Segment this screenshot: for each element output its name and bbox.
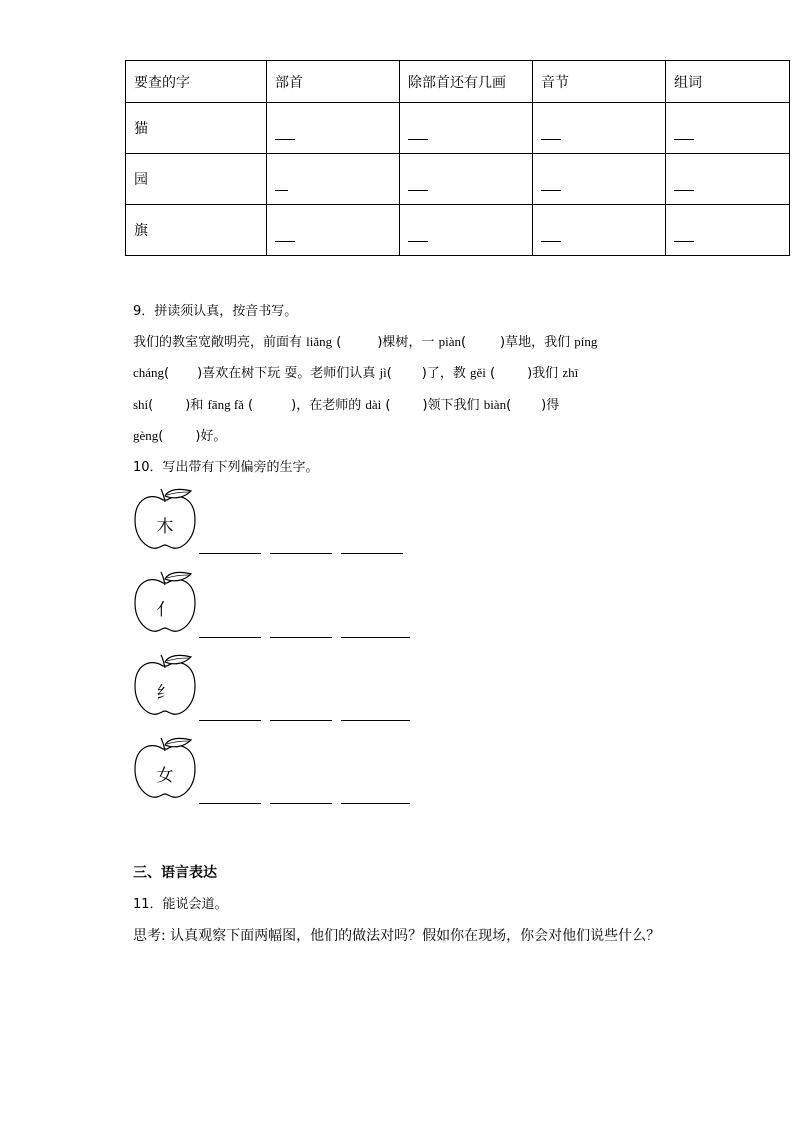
answer-line[interactable] [199, 637, 261, 638]
pinyin: zhī [562, 365, 579, 380]
answer-blank[interactable] [533, 103, 666, 154]
answer-blank[interactable] [267, 154, 400, 205]
table-cell-char: 旗 [126, 205, 267, 256]
q9-text: )了，教 [421, 366, 470, 381]
table-row [126, 103, 790, 154]
q9-text: )喜欢在树下玩 耍。老师们认真 [197, 366, 380, 381]
pinyin: biàn [483, 397, 507, 412]
q11-prompt: 思考: 认真观察下面两幅图，他们的做法对吗？假如你在现场，你会对他们说些什么？ [133, 928, 661, 944]
answer-blank[interactable] [533, 154, 666, 205]
answer-line[interactable] [270, 803, 332, 804]
table-header-cell: 组词 [666, 61, 790, 103]
q9-text: )和 [185, 398, 208, 413]
table-cell-char: 猫 [126, 103, 267, 154]
answer-line[interactable] [341, 637, 410, 638]
blank-line [275, 189, 288, 191]
q9-text: ( [243, 398, 254, 413]
apple-icon [133, 488, 197, 554]
blank-line [674, 189, 694, 191]
apple-icon [133, 654, 197, 720]
table-header-row [126, 61, 790, 103]
table-header-cell: 音节 [533, 61, 666, 103]
pinyin: shí [133, 397, 149, 412]
answer-line[interactable] [199, 803, 261, 804]
q9-text: 我们的教室宽敞明亮，前面有 [133, 335, 307, 350]
pinyin: piàn [438, 334, 461, 349]
q9-text: ( [332, 335, 342, 350]
blank-line [275, 138, 295, 140]
table-cell-char: 园 [126, 154, 267, 205]
blank-line [408, 240, 428, 242]
table-header-cell: 除部首还有几画 [400, 61, 533, 103]
pinyin: cháng [133, 365, 165, 380]
answer-line[interactable] [270, 720, 332, 721]
radical-label: 纟 [156, 683, 174, 703]
answer-blank[interactable] [533, 205, 666, 256]
q9-text: ( [506, 398, 512, 413]
q9-line-3 [133, 394, 559, 413]
q9-text: )领下我们 [422, 398, 484, 413]
q9-text: )得 [541, 398, 560, 413]
radical-label: 女 [156, 766, 174, 786]
q9-text: ( [148, 398, 154, 413]
q9-text: ( [164, 366, 170, 381]
blank-line [541, 189, 561, 191]
q9-text: )我们 [527, 366, 563, 381]
q11-title: 11．能说会道。 [133, 897, 228, 912]
q9-line-2 [133, 362, 578, 381]
section-heading: 三、语言表达 [133, 865, 217, 881]
q10-title: 10．写出带有下列偏旁的生字。 [133, 460, 319, 475]
q9-text: ( [460, 335, 467, 350]
answer-line[interactable] [341, 720, 410, 721]
lookup-table [125, 60, 790, 256]
answer-blank[interactable] [400, 154, 533, 205]
q9-text: )草地，我们 [500, 335, 575, 350]
answer-blank[interactable] [666, 103, 790, 154]
pinyin: gěi [470, 365, 486, 380]
blank-line [674, 240, 694, 242]
table-header-cell: 要查的字 [126, 61, 267, 103]
answer-blank[interactable] [666, 205, 790, 256]
pinyin: liǎng [306, 334, 333, 349]
pinyin: fāng fǎ [207, 397, 244, 412]
q9-text: ( [381, 398, 391, 413]
q9-text: ( [485, 366, 496, 381]
blank-line [541, 138, 561, 140]
blank-line [408, 189, 428, 191]
radical-label: 亻 [156, 600, 174, 620]
radical-label: 木 [156, 517, 174, 537]
blank-line [408, 138, 428, 140]
blank-line [275, 240, 295, 242]
q9-line-1 [133, 331, 597, 350]
answer-line[interactable] [270, 553, 332, 554]
answer-line[interactable] [270, 637, 332, 638]
answer-blank[interactable] [400, 205, 533, 256]
answer-blank[interactable] [267, 205, 400, 256]
q9-text: ( [158, 429, 164, 444]
answer-line[interactable] [199, 720, 261, 721]
table-row [126, 205, 790, 256]
q9-text: )棵树，一 [377, 335, 439, 350]
answer-blank[interactable] [400, 103, 533, 154]
answer-blank[interactable] [666, 154, 790, 205]
apple-icon [133, 571, 197, 637]
answer-line[interactable] [199, 553, 261, 554]
q9-line-4 [133, 425, 226, 444]
blank-line [674, 138, 694, 140]
answer-blank[interactable] [267, 103, 400, 154]
q9-title: 9．拼读须认真，按音书写。 [133, 304, 298, 319]
pinyin: píng [574, 334, 598, 349]
q9-text: )好。 [195, 429, 227, 444]
pinyin: dài [365, 397, 382, 412]
pinyin: jì [379, 365, 387, 380]
q9-text: )，在老师的 [291, 398, 366, 413]
table-header-cell: 部首 [267, 61, 400, 103]
pinyin: gèng [133, 428, 159, 443]
apple-icon [133, 737, 197, 803]
answer-line[interactable] [341, 803, 410, 804]
blank-line [541, 240, 561, 242]
q9-text: ( [386, 366, 392, 381]
answer-line[interactable] [341, 553, 403, 554]
table-row [126, 154, 790, 205]
